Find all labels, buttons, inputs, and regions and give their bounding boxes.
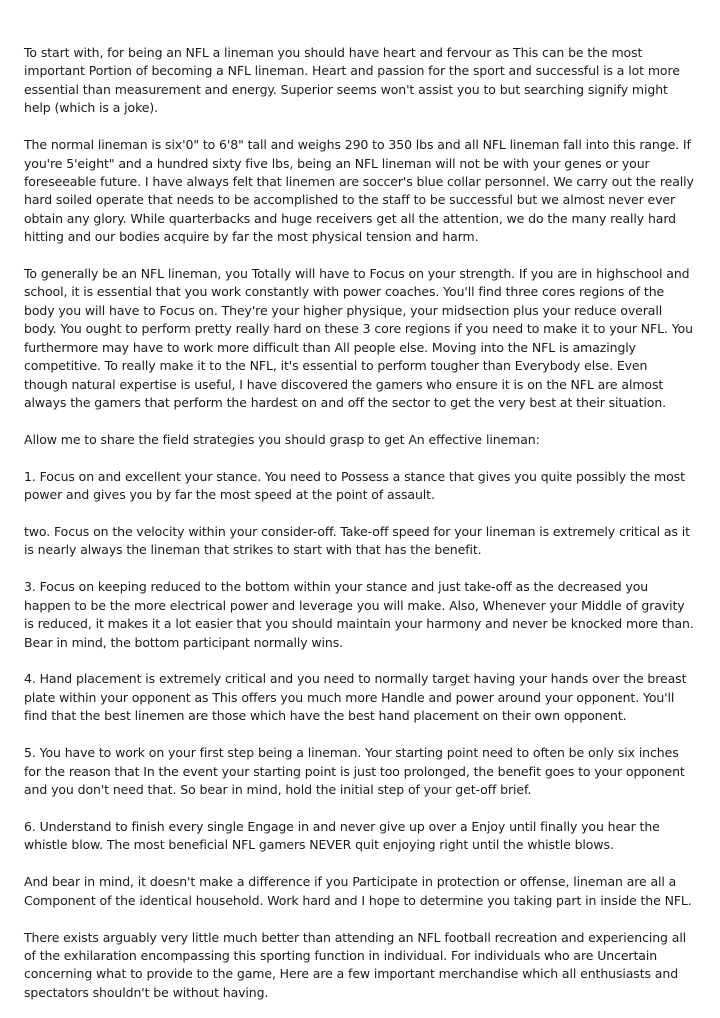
- paragraph-tip-3: 3. Focus on keeping reduced to the bottom within your stance and just take-off as the decreased you happen to be the more electrical power and leverage you will make. Also, Whenever your Middle of gravity is reduced, it makes it a lot easier that you should maintain your harmony and never be knocked more than. Bear in mind, the bottom participant normally wins.: [24, 579, 694, 650]
- paragraph-tip-1: 1. Focus on and excellent your stance. You need to Possess a stance that gives you quite possibly the most power and gives you by far the most speed at the point of assault.: [24, 468, 685, 503]
- paragraph-tip-6: 6. Understand to finish every single Engage in and never give up over a Enjoy until finally you hear the whistle blow. The most beneficial NFL gamers NEVER quit enjoying right until the whistle blows.: [24, 818, 660, 853]
- paragraph-strategies-intro: Allow me to share the field strategies you should grasp to get An effective lineman:: [24, 431, 540, 447]
- paragraph-strength: To generally be an NFL lineman, you Totally will have to Focus on your strength. If you are in highschool and school, it is essential that you work constantly with power coaches. You'll find three cores regions of the body you will have to Focus on. They're your higher physique, your midsection plus your reduce overall body. You ought to perform pretty really hard on these 3 core regions if you need to make it to your NFL. You furthermore may have to work more difficult than All people else. Moving into the NFL is amazingly competitive. To really make it to the NFL, it's essential to perform tougher than Everybody else. Even though natural expertise is useful, I have discovered the gamers who ensure it is on the NFL are almost always the gamers that perform the hardest on and off the sector to get the very best at their situation.: [24, 266, 693, 410]
- paragraph-closing: And bear in mind, it doesn't make a difference if you Participate in protection or offense, lineman are all a Component of the identical household. Work hard and I hope to determine you taking part in inside the NFL.: [24, 874, 692, 908]
- paragraph-tip-5: 5. You have to work on your first step being a lineman. Your starting point need to often be only six inches for the reason that In the event your starting point is just too prolonged, the benefit goes to your opponent and you don't need that. So bear in mind, hold the initial step of your get-off brief.: [24, 745, 685, 797]
- paragraph-tip-4: 4. Hand placement is extremely critical and you need to normally target having your hands over the breast plate within your opponent as This offers you much more Handle and power around your opponent. You'll find that the best linemen are those which have the best hand placement on their own opponent.: [24, 671, 687, 724]
- paragraph-intro: To start with, for being an NFL a lineman you should have heart and fervour as This can be the most important Portion of becoming a NFL lineman. Heart and passion for the sport and successful is a lot more essential than measurement and energy. Superior seems won't assist you to but searching signify might help (which is a joke).: [24, 45, 680, 116]
- paragraph-tip-2: two. Focus on the velocity within your consider-off. Take-off speed for your lineman is extremely critical as it is nearly always the lineman that strikes to start with that has the benefit.: [24, 524, 690, 558]
- paragraph-lineman-size: The normal lineman is six'0" to 6'8" tall and weighs 290 to 350 lbs and all NFL lineman fall into this range. If you're 5'eight" and a hundred sixty five lbs, being an NFL lineman will not be with your genes or your foreseeable future. I have always felt that linemen are soccer's blue collar personnel. We carry out the really hard soiled operate that needs to be accomplished to the staff to be successful but we almost never ever obtain any glory. While quarterbacks and huge receivers get all the attention, we do the many really hard hitting and our bodies acquire by far the most physical tension and harm.: [24, 137, 694, 245]
- paragraph-game-attendance: There exists arguably very little much better than attending an NFL football recreation and experiencing all of the exhilaration encompassing this sporting function in individual. For individuals who are Uncertain concerning what to provide to the game, Here are a few important merchandise which all enthusiasts and spectators shouldn't be without having.: [24, 929, 687, 1000]
